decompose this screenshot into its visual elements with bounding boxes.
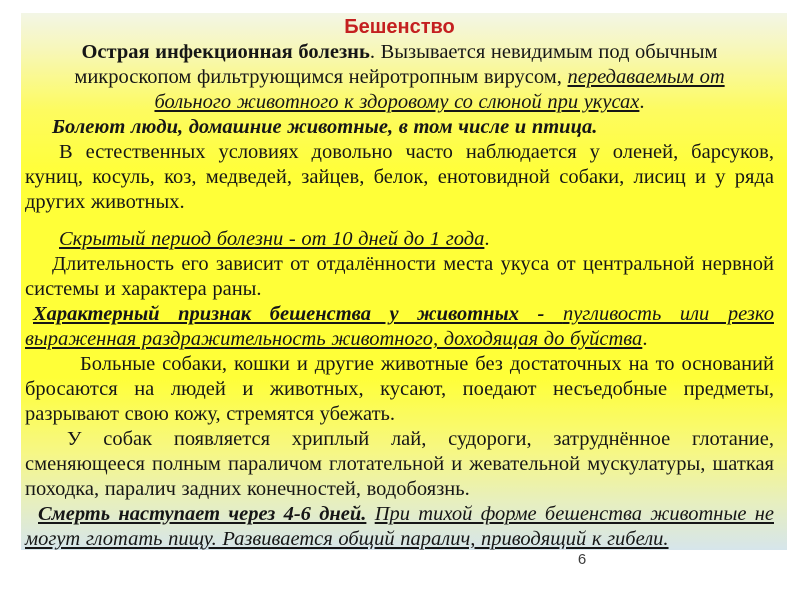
text-run: Длительность его зависит от отдалённости места укуса от центральной нервной системы и характера раны.	[25, 253, 774, 300]
paragraph-sick-behavior	[25, 352, 774, 427]
paragraph-symptom-key	[25, 302, 774, 352]
text-run: Характерный признак бешенства у животных -	[33, 303, 563, 325]
paragraph-death	[25, 502, 774, 552]
paragraph-dog-symptoms	[25, 427, 774, 502]
text-run: .	[639, 91, 645, 113]
paragraph-definition	[45, 40, 754, 115]
slide-title	[25, 15, 774, 40]
slide-number: 6	[577, 551, 587, 568]
slide-canvas	[21, 13, 787, 550]
slide-title-text: Бешенство	[344, 16, 455, 38]
text-run: При тихой форме бешенства животные не могут глотать пищу. Развивается общий паралич, приводящий к гибели.	[25, 503, 774, 550]
text-run: В естественных условиях довольно часто наблюдается у оленей, барсуков, куниц, косуль, коз, медведей, зайцев, белок, енотовидной собаки, лисиц и у ряда других животных.	[25, 141, 774, 213]
text-run: .	[484, 228, 490, 250]
text-run: . Вызывается невидимым под обычным микроскопом фильтрующимся нейротропным вирусом,	[74, 41, 718, 88]
paragraph-duration	[25, 252, 774, 302]
text-run: Больные собаки, кошки и другие животные без достаточных на то оснований бросаются на людей и животных, кусают, поедают несъедобные предметы, разрывают свою кожу, стремятся убежать.	[25, 353, 774, 425]
text-run: .	[642, 328, 648, 350]
paragraph-affected	[25, 115, 774, 140]
text-run: Острая инфекционная болезнь	[81, 41, 370, 63]
text-run: Смерть наступает через 4-6 дней.	[38, 503, 367, 525]
text-run: пугливость или резко выраженная раздражительность животного, доходящая до буйства	[25, 303, 774, 350]
text-run: передаваемым от больного животного к здоровому со слюной при укусах	[154, 66, 725, 113]
text-run: Болеют люди, домашние животные, в том числе и птица.	[52, 116, 598, 138]
paragraph-incubation	[25, 227, 774, 252]
text-run: Скрытый период болезни - от 10 дней до 1 года	[59, 228, 485, 250]
text-run: У собак появляется хриплый лай, судороги, затруднённое глотание, сменяющееся полным параличом глотательной и жевательной мускулатуры, шаткая походка, паралич задних конечностей, водобоязнь.	[25, 428, 774, 500]
text-run	[366, 503, 374, 525]
paragraph-wildlife	[25, 140, 774, 215]
